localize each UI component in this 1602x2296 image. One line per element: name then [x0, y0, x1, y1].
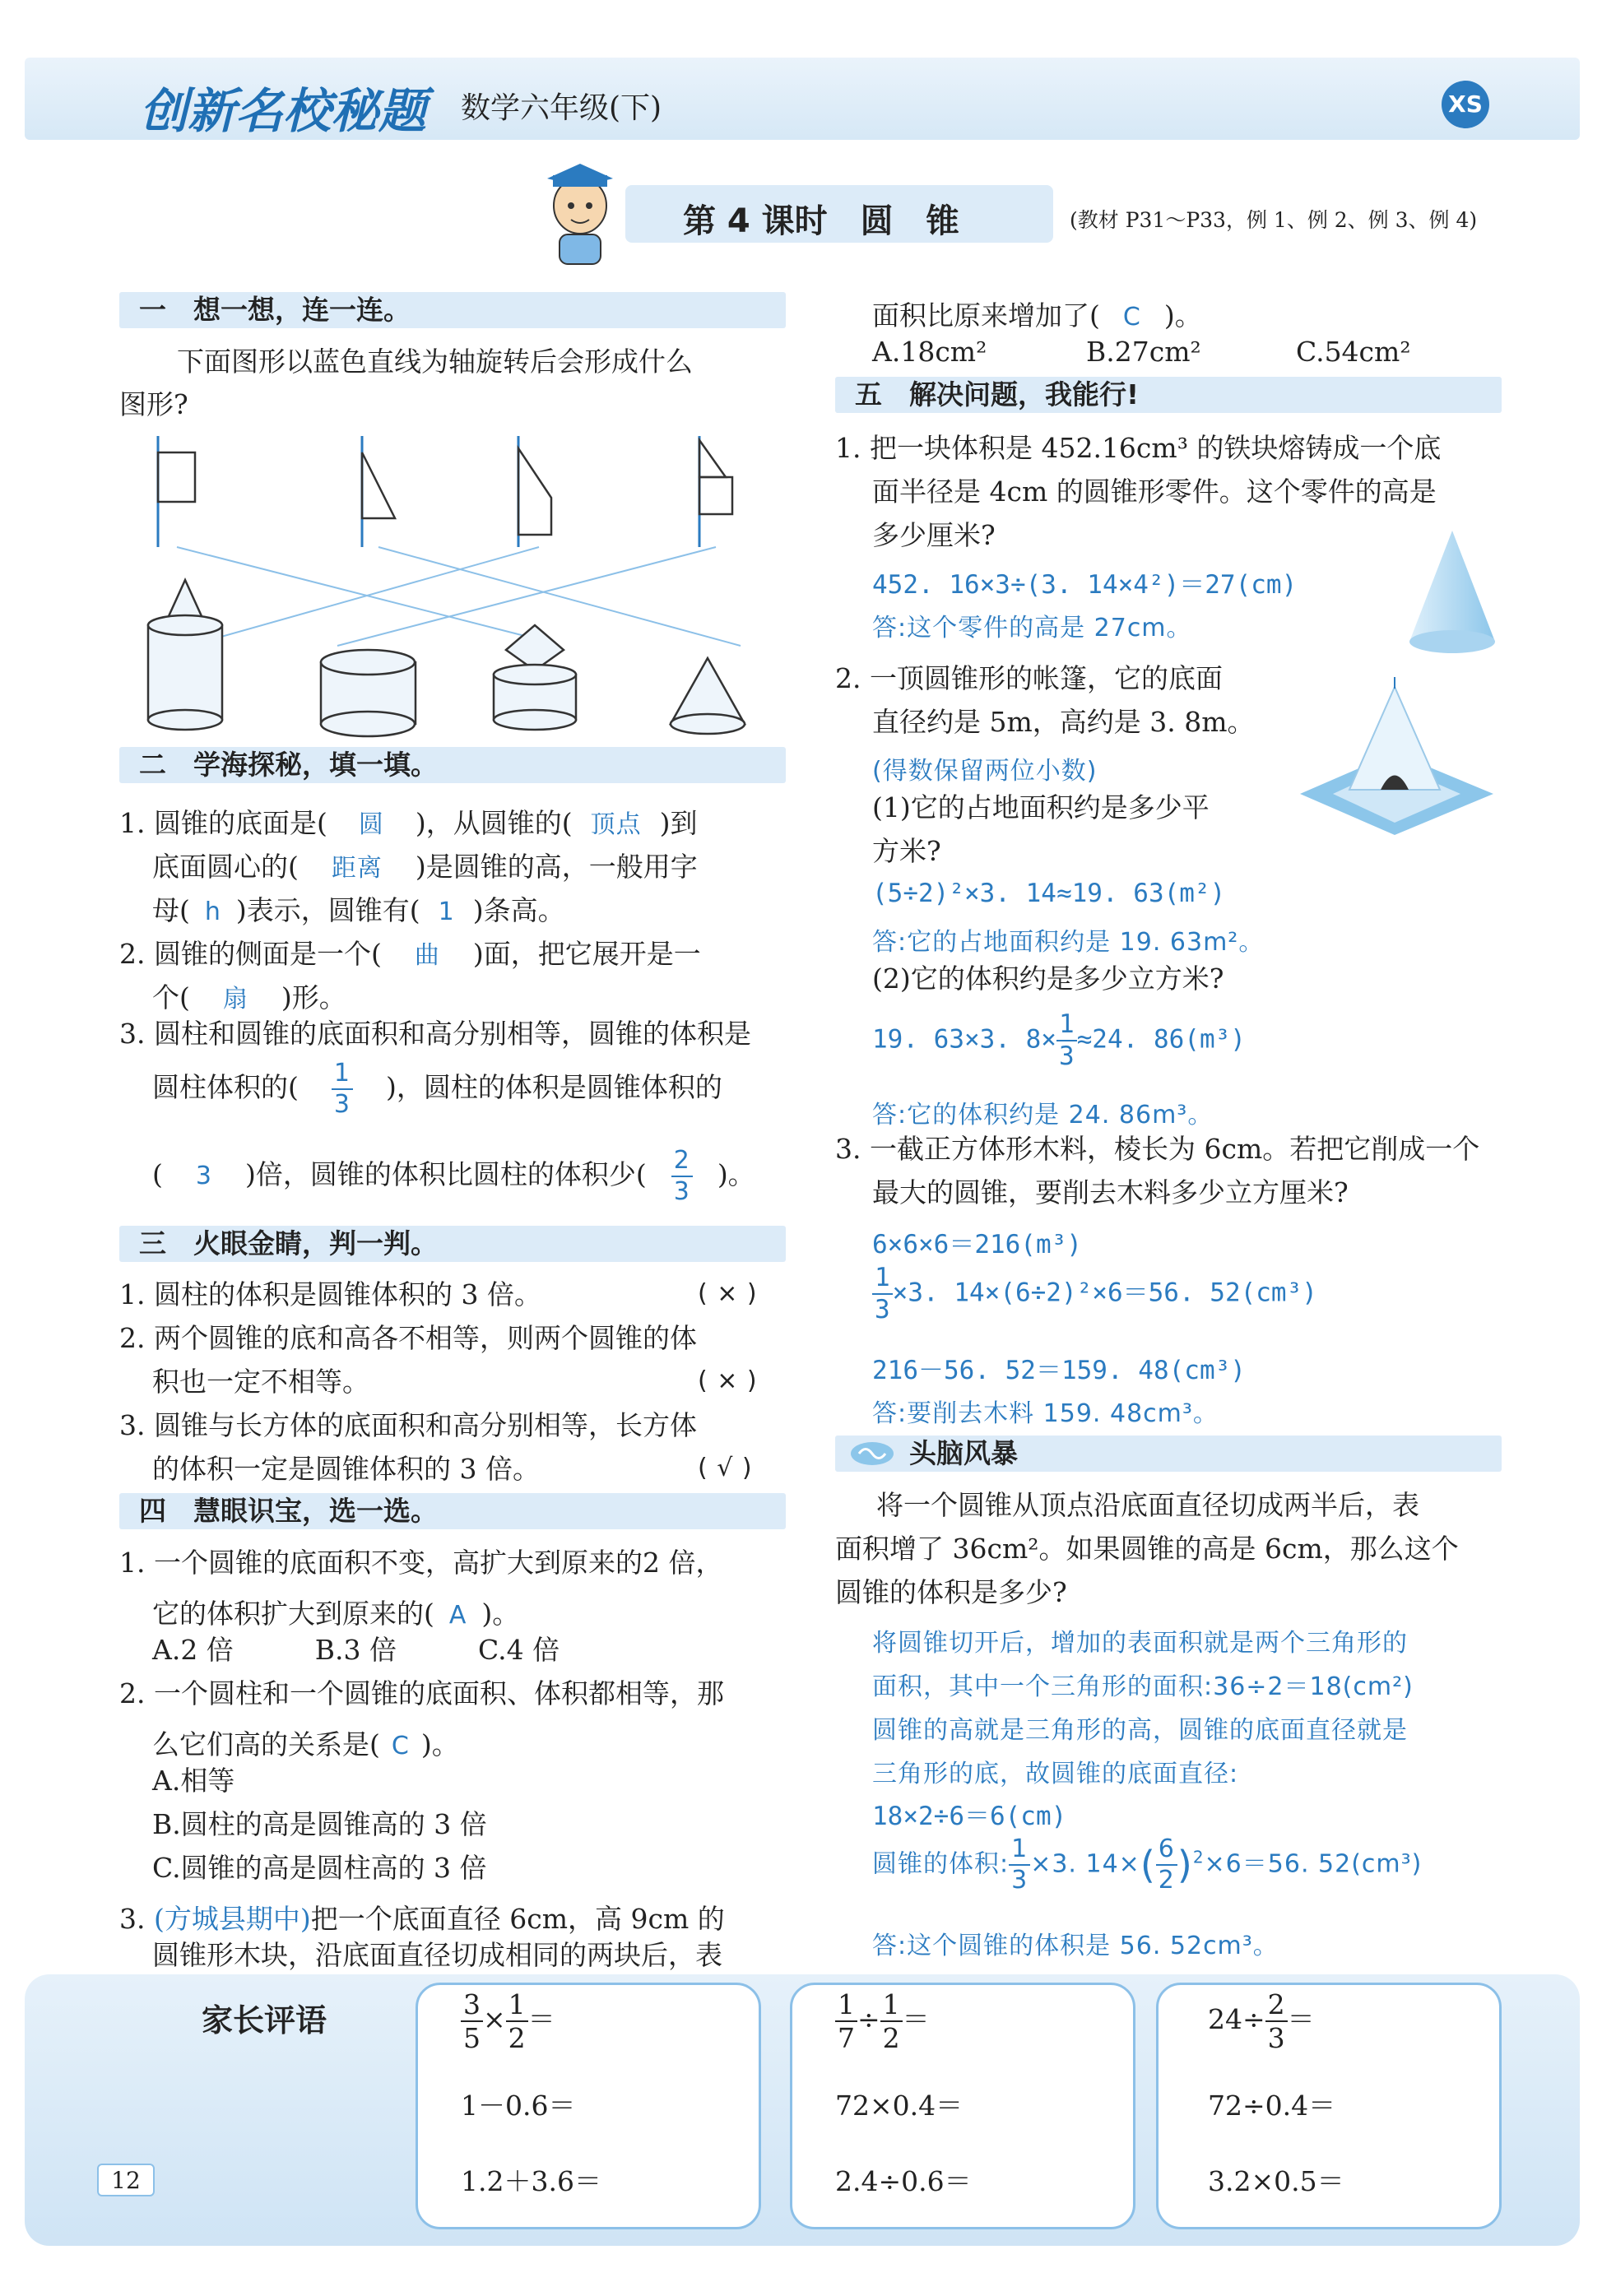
sec4-answer-3: C — [1122, 303, 1141, 332]
sec3-q2-line2: 积也一定不相等。 — [152, 1366, 369, 1398]
cone-cylinder-solid-icon — [148, 580, 222, 730]
parent-comment-label: 家长评语 — [202, 2002, 327, 2039]
sec4-q3-line2: 圆锥形木块，沿底面直径切成相同的两块后，表 — [152, 1939, 722, 1971]
answer-5: 1 — [438, 898, 455, 926]
section-1-title: 一 想一想，连一连。 — [139, 294, 411, 326]
double-cone-cylinder-icon — [494, 625, 576, 730]
brainstorm-sol-3: 圆锥的高就是三角形的高，圆锥的底面直径就是 — [872, 1716, 1408, 1745]
sec5-p2-solution-2: 19. 63×3. 8× $\frac{1}{3}$ ≈24. 86(m³) — [872, 1009, 1246, 1071]
sec5-p2-q1-line1: (1)它的占地面积约是多少平 — [872, 791, 1210, 823]
xs-badge: XS — [1442, 81, 1489, 128]
sec4-q1-options: A.2 倍 B.3 倍 C.4 倍 — [152, 1634, 560, 1666]
lesson-reference: (教材 P31～P33，例 1、例 2、例 3、例 4) — [1070, 208, 1478, 232]
sec4-q2-line1: 2. 一个圆柱和一个圆锥的底面积、体积都相等，那 — [119, 1677, 724, 1709]
sec4-answer-2: C — [391, 1732, 410, 1760]
source-tag: (方城县期中) — [153, 1903, 311, 1935]
fraction-one-third: $\frac{1}{3}$ — [1056, 1012, 1077, 1069]
brainstorm-q-line2: 面积增了 36cm²。如果圆锥的高是 6cm，那么这个 — [835, 1533, 1459, 1565]
section-1-header — [119, 292, 786, 328]
fraction-one-third-3: $\frac{1}{3}$ — [1009, 1837, 1030, 1893]
sec3-answer-1: ( × ) — [698, 1279, 758, 1308]
section-4-title: 四 慧眼识宝，选一选。 — [139, 1495, 438, 1527]
sec2-q2-line1: 2. 圆锥的侧面是一个( 曲 )面，把它展开是一 — [119, 938, 701, 970]
mascot-icon — [535, 160, 625, 267]
sec3-q1: 1. 圆柱的体积是圆锥体积的 3 倍。 — [119, 1278, 541, 1310]
sec3-q3-line1: 3. 圆锥与长方体的底面积和高分别相等，长方体 — [119, 1409, 697, 1441]
section-5-title: 五 解决问题，我能行! — [855, 378, 1140, 410]
sec5-p2-line1: 2. 一顶圆锥形的帐篷，它的底面 — [835, 662, 1223, 694]
practice-3-row-3: 3.2×0.5＝ — [1208, 2165, 1344, 2197]
sec5-p1-solution: 452. 16×3÷(3. 14×4²)＝27(cm) — [872, 570, 1298, 600]
practice-3-row-2: 72÷0.4＝ — [1208, 2090, 1336, 2122]
answer-2: 顶点 — [590, 810, 642, 839]
sec4-q2-option-a: A.相等 — [152, 1765, 235, 1797]
sec5-p2-answer-2: 答:它的体积约是 24. 86m³。 — [872, 1101, 1214, 1129]
answer-6: 曲 — [414, 941, 440, 970]
brainstorm-sol-4: 三角形的底，故圆锥的底面直径: — [872, 1760, 1239, 1788]
practice-1-row-1: $\frac{3}{5}$ × $\frac{1}{2}$ ＝ — [461, 1991, 555, 2052]
sec5-p1-line2: 面半径是 4cm 的圆锥形零件。这个零件的高是 — [872, 475, 1437, 508]
brainstorm-sol-5: 18×2÷6＝6(cm) — [872, 1802, 1067, 1831]
sec4-q2-option-b: B.圆柱的高是圆锥高的 3 倍 — [152, 1808, 487, 1840]
sec5-p2-q2: (2)它的体积约是多少立方米? — [872, 962, 1224, 995]
sec1-question: 下面图形以蓝色直线为轴旋转后会形成什么 — [177, 346, 693, 378]
sec4-q1-line1: 1. 一个圆锥的底面积不变，高扩大到原来的2 倍， — [119, 1547, 723, 1579]
section-2-header — [119, 747, 786, 783]
sec5-p2-answer-1: 答:它的占地面积约是 19. 63m²。 — [872, 928, 1265, 957]
section-2-title: 二 学海探秘，填一填。 — [139, 749, 438, 781]
cylinder-solid-icon — [321, 650, 416, 736]
sec4-q3-line3: 面积比原来增加了( C )。 — [872, 299, 1202, 332]
fraction-one-third-2: $\frac{1}{3}$ — [872, 1265, 893, 1323]
sec4-q3-option-b: B.27cm² — [1086, 336, 1201, 368]
tent-icon — [1284, 670, 1506, 851]
practice-2-row-3: 2.4÷0.6＝ — [835, 2165, 972, 2197]
sec2-q1-line3: 母( h )表示，圆锥有( 1 )条高。 — [152, 894, 565, 926]
answer-4: h — [204, 898, 221, 926]
brainstorm-q-line1: 将一个圆锥从顶点沿底面直径切成两半后，表 — [876, 1489, 1419, 1521]
sec5-p3-answer: 答:要削去木料 159. 48cm³。 — [872, 1399, 1219, 1428]
sec5-p2-line2: 直径约是 5m，高约是 3. 8m。 — [872, 706, 1255, 738]
brainstorm-title: 头脑风暴 — [909, 1437, 1018, 1469]
sec4-answer-1: A — [448, 1601, 467, 1630]
section-3-header — [119, 1226, 786, 1262]
sec3-answer-2: ( × ) — [698, 1366, 758, 1395]
sec2-q3-line3: ( 3 )倍，圆锥的体积比圆柱的体积少( $\frac{2}{3}$ )。 — [152, 1146, 755, 1206]
answer-7: 扇 — [222, 985, 248, 1013]
sec5-p3-solution-1: 6×6×6＝216(m³) — [872, 1230, 1082, 1259]
sec2-q3-line2: 圆柱体积的( $\frac{1}{3}$ )，圆柱的体积是圆锥体积的 — [152, 1059, 722, 1119]
practice-1-row-2: 1－0.6＝ — [461, 2090, 576, 2122]
brainstorm-sol-6: 圆锥的体积: $\frac{1}{3}$ ×3. 14×( $\frac{6}{2}$ )$^2$×6＝56. 52(cm³) — [872, 1834, 1423, 1895]
section-4-header — [119, 1493, 786, 1529]
sec3-q3-line2: 的体积一定是圆锥体积的 3 倍。 — [152, 1453, 540, 1485]
rectangle-shape-icon — [158, 436, 195, 547]
page-number: 12 — [97, 2164, 155, 2196]
sec5-p2-q1-line2: 方米? — [872, 835, 941, 867]
practice-2-row-1: $\frac{1}{7}$ ÷ $\frac{1}{2}$ ＝ — [835, 1991, 930, 2052]
sec2-q1-line2: 底面圆心的( 距离 )是圆锥的高，一般用字 — [152, 851, 698, 883]
practice-2-row-2: 72×0.4＝ — [835, 2090, 964, 2122]
sec4-q2-line2: 么它们高的关系是( C )。 — [152, 1728, 459, 1760]
combo-shape-icon — [699, 436, 732, 547]
cone-part-icon — [1403, 526, 1502, 658]
answer-1: 圆 — [358, 810, 384, 839]
fraction-six-halves: $\frac{6}{2}$ — [1156, 1837, 1177, 1893]
answer-10-fraction: $\frac{2}{3}$ — [671, 1148, 693, 1204]
sec1-question-2: 图形? — [119, 388, 188, 420]
sec5-p1-line3: 多少厘米? — [872, 519, 996, 551]
sec3-answer-3: ( √ ) — [698, 1454, 753, 1482]
brainstorm-sol-1: 将圆锥切开后，增加的表面积就是两个三角形的 — [872, 1629, 1408, 1658]
brainstorm-header — [835, 1436, 1502, 1472]
practice-3-row-1: 24÷ $\frac{2}{3}$ ＝ — [1208, 1988, 1315, 2054]
trapezoid-shape-icon — [518, 436, 551, 547]
section-5-header — [835, 377, 1502, 413]
sec5-p1-answer: 答:这个零件的高是 27cm。 — [872, 614, 1192, 642]
sec4-q2-option-c: C.圆锥的高是圆柱高的 3 倍 — [152, 1852, 487, 1884]
brand-title: 创新名校秘题 — [140, 83, 427, 139]
matching-diagram — [132, 428, 790, 740]
brain-icon — [847, 1440, 897, 1468]
sec5-p3-line1: 3. 一截正方体形木料，棱长为 6cm。若把它削成一个 — [835, 1133, 1480, 1165]
answer-9: 3 — [195, 1162, 212, 1190]
sec4-q1-line2: 它的体积扩大到原来的( A )。 — [152, 1598, 520, 1630]
cone-solid-icon — [671, 658, 745, 734]
answer-8-fraction: $\frac{1}{3}$ — [332, 1061, 353, 1117]
brainstorm-q-line3: 圆锥的体积是多少? — [835, 1576, 1067, 1608]
sec4-q3-option-c: C.54cm² — [1296, 336, 1411, 368]
triangle-shape-icon — [362, 436, 395, 547]
sec5-p3-line2: 最大的圆锥，要削去木料多少立方厘米? — [872, 1176, 1349, 1208]
sec2-q1-line1: 1. 圆锥的底面是( 圆 )，从圆锥的( 顶点 )到 — [119, 807, 698, 839]
sec5-p3-solution-3: 216－56. 52＝159. 48(cm³) — [872, 1356, 1246, 1385]
practice-1-row-3: 1.2＋3.6＝ — [461, 2165, 601, 2197]
subject-label: 数学六年级(下) — [461, 91, 662, 125]
brainstorm-sol-2: 面积，其中一个三角形的面积:36÷2＝18(cm²) — [872, 1672, 1414, 1701]
sec4-q3-line1: 3. (方城县期中)把一个底面直径 6cm，高 9cm 的 — [119, 1903, 725, 1935]
sec5-p2-note: (得数保留两位小数) — [872, 757, 1098, 786]
section-3-title: 三 火眼金睛，判一判。 — [139, 1227, 438, 1259]
brainstorm-answer: 答:这个圆锥的体积是 56. 52cm³。 — [872, 1932, 1279, 1960]
sec2-q3-line1: 3. 圆柱和圆锥的底面积和高分别相等，圆锥的体积是 — [119, 1018, 751, 1050]
sec4-q3-option-a: A.18cm² — [872, 336, 987, 368]
sec5-p2-solution-1: (5÷2)²×3. 14≈19. 63(m²) — [872, 879, 1226, 908]
sec2-q2-line2: 个( 扇 )形。 — [152, 981, 346, 1013]
lesson-title: 第 4 课时 圆 锥 — [683, 202, 959, 240]
sec3-q2-line1: 2. 两个圆锥的底和高各不相等，则两个圆锥的体 — [119, 1322, 697, 1354]
answer-3: 距离 — [331, 854, 383, 883]
sec5-p1-line1: 1. 把一块体积是 452.16cm³ 的铁块熔铸成一个底 — [835, 432, 1442, 464]
sec5-p3-solution-2: $\frac{1}{3}$ ×3. 14×(6÷2)²×6＝56. 52(cm³) — [872, 1265, 1317, 1323]
